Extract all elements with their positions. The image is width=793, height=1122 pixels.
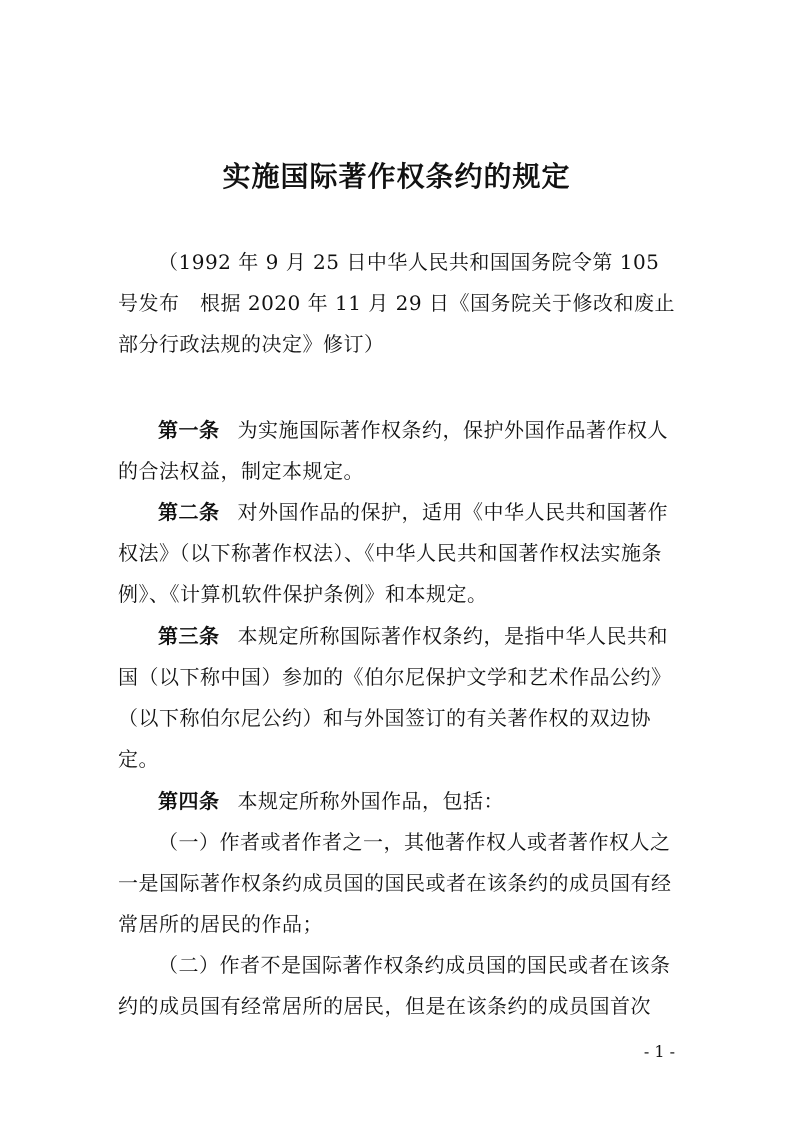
article-4 — [118, 781, 678, 822]
promulgation-note: （1992 年 9 月 25 日中华人民共和国国务院令第 105 号发布 根据 2020 年 11 月 29 日《国务院关于修改和废止部分行政法规的决定》修订） — [118, 250, 675, 356]
document-title: 实施国际著作权条约的规定 — [222, 159, 571, 193]
article-4-item-2: （二）作者不是国际著作权条约成员国的国民或者在该条约的成员国有经常居所的居民，但是在该条约的成员国首次 — [118, 953, 671, 1018]
article-1-label: 第一条 — [158, 418, 220, 442]
article-2-label: 第二条 — [158, 500, 220, 524]
article-4-label: 第四条 — [158, 789, 220, 813]
article-4-item-1: （一）作者或者作者之一，其他著作权人或者著作权人之一是国际著作权条约成员国的国民或者在该条约的成员国有经常居所的居民的作品； — [118, 830, 672, 936]
article-2 — [118, 492, 678, 615]
article-1 — [118, 410, 678, 492]
page-number: - 1 - — [643, 1042, 675, 1061]
article-2-text: 对外国作品的保护，适用《中华人民共和国著作权法》（以下称著作权法）、《中华人民共和国著作权法实施条例》、《计算机软件保护条例》和本规定。 — [118, 500, 668, 606]
article-3 — [118, 616, 678, 780]
article-4-text: 本规定所称外国作品，包括： — [237, 789, 504, 813]
article-3-text: 本规定所称国际著作权条约，是指中华人民共和国（以下称中国）参加的《伯尔尼保护文学和艺术作品公约》（以下称伯尔尼公约）和与外国签订的有关著作权的双边协定。 — [118, 624, 672, 771]
article-3-label: 第三条 — [158, 624, 220, 648]
article-1-text: 为实施国际著作权条约，保护外国作品著作权人的合法权益，制定本规定。 — [118, 418, 668, 483]
